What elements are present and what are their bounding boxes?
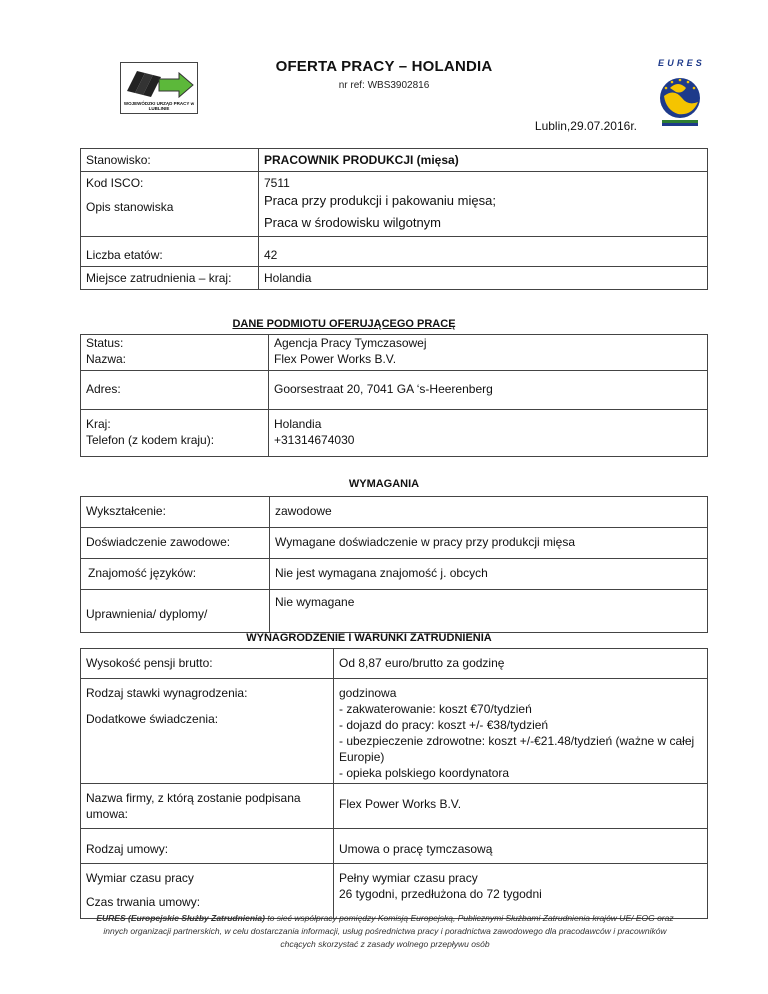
eures-logo-text: EURES <box>658 58 706 68</box>
telefon-value: +31314674030 <box>274 433 355 447</box>
table-row <box>81 335 708 371</box>
wup-logo-caption: WOJEWÓDZKI URZĄD PRACY w LUBLINIE <box>123 101 195 111</box>
requirements-heading: WYMAGANIA <box>348 478 420 490</box>
doswiadczenie-label: Doświadczenie zawodowe: <box>81 528 270 559</box>
umowa-label: Rodzaj umowy: <box>81 829 334 864</box>
opis-line-1: Praca przy produkcji i pakowaniu mięsa; <box>264 193 496 208</box>
czas-value: 26 tygodni, przedłużona do 72 tygodni <box>339 887 542 901</box>
table-row <box>81 649 708 679</box>
umowa-value: Umowa o pracę tymczasową <box>334 829 708 864</box>
requirements-table <box>80 496 708 633</box>
dodatkowe-label: Dodatkowe świadczenia: <box>86 712 219 726</box>
conditions-heading: WYNAGRODZENIE I WARUNKI ZATRUDNIENIA <box>246 632 492 644</box>
stanowisko-value: PRACOWNIK PRODUKCJI (mięsa) <box>259 149 708 172</box>
table-row <box>81 371 708 410</box>
table-row <box>81 829 708 864</box>
wyksztalcenie-value: zawodowe <box>270 497 708 528</box>
isco-label: Kod ISCO: <box>86 176 144 190</box>
stanowisko-label: Stanowisko: <box>81 149 259 172</box>
stawka-value <box>334 679 708 784</box>
list-item: - dojazd do pracy: koszt +/- €38/tydzień <box>339 718 549 732</box>
firma-value: Flex Power Works B.V. <box>334 784 708 829</box>
reference-number: nr ref: WBS3902816 <box>338 80 430 91</box>
jezyki-value: Nie jest wymagana znajomość j. obcych <box>270 559 708 590</box>
footer-note <box>85 912 685 951</box>
miejsce-value: Holandia <box>259 267 708 290</box>
miejsce-label: Miejsce zatrudnienia – kraj: <box>81 267 259 290</box>
table-row <box>81 528 708 559</box>
table-row <box>81 679 708 784</box>
status-label: Status: <box>86 336 124 350</box>
kraj-value: Holandia <box>274 417 322 431</box>
table-row <box>81 497 708 528</box>
table-row <box>81 267 708 290</box>
wymiar-label: Wymiar czasu pracy <box>86 871 194 885</box>
czas-label: Czas trwania umowy: <box>86 895 201 909</box>
footer-text: to sieć współpracy pomiędzy Komisją Europejską, Publicznymi Służbami Zatrudnienia krajów UE/ EOG oraz innych organizacji partnerskich, w celu dostarczania informacji, usług pośrednictwa pracy i poradnictwa zawodowego dla pracodawców i pracowników chcących skorzystać z zasady wolnego przepływu osób <box>103 913 674 949</box>
footer-bold: EURES (Europejskie Służby Zatrudnienia) <box>96 913 265 923</box>
wyksztalcenie-label: Wykształcenie: <box>81 497 270 528</box>
adres-value: Goorsestraat 20, 7041 GA ‘s-Heerenberg <box>269 371 708 410</box>
table-row <box>81 590 708 633</box>
pensja-value: Od 8,87 euro/brutto za godzinę <box>334 649 708 679</box>
jezyki-label: Znajomość języków: <box>81 559 270 590</box>
table-row <box>81 410 708 457</box>
isco-value: 7511 <box>264 176 290 190</box>
etaty-value: 42 <box>259 237 708 267</box>
list-item: - opieka polskiego koordynatora <box>339 766 510 780</box>
table-row <box>81 149 708 172</box>
table-row <box>81 864 708 919</box>
firma-label: Nazwa firmy, z którą zostanie podpisana umowa: <box>81 784 334 829</box>
employer-heading: DANE PODMIOTU OFERUJĄCEGO PRACĘ <box>232 318 456 330</box>
adres-label: Adres: <box>81 371 269 410</box>
position-table <box>80 148 708 290</box>
list-item: - zakwaterowanie: koszt €70/tydzień <box>339 702 532 716</box>
etaty-label: Liczba etatów: <box>81 237 259 267</box>
uprawnienia-value: Nie wymagane <box>270 590 708 633</box>
employer-table <box>80 334 708 457</box>
stawka-label: Rodzaj stawki wynagrodzenia: <box>86 686 248 700</box>
table-row <box>81 172 708 237</box>
doswiadczenie-value: Wymagane doświadczenie w pracy przy produkcji mięsa <box>270 528 708 559</box>
list-item: godzinowa <box>339 686 397 700</box>
pensja-label: Wysokość pensji brutto: <box>81 649 334 679</box>
wymiar-value: Pełny wymiar czasu pracy <box>339 871 478 885</box>
opis-label: Opis stanowiska <box>86 200 174 214</box>
document-date: Lublin,29.07.2016r. <box>534 119 637 133</box>
nazwa-label: Nazwa: <box>86 352 127 366</box>
table-row <box>81 559 708 590</box>
table-row <box>81 784 708 829</box>
page-title: OFERTA PRACY – HOLANDIA <box>275 58 493 75</box>
telefon-label: Telefon (z kodem kraju): <box>86 433 215 447</box>
list-item: - ubezpieczenie zdrowotne: koszt +/-€21.48/tydzień (ważne w całej Europie) <box>339 734 695 764</box>
nazwa-value: Flex Power Works B.V. <box>274 352 397 366</box>
opis-line-2: Praca w środowisku wilgotnym <box>264 215 442 230</box>
uprawnienia-label: Uprawnienia/ dyplomy/ <box>81 590 270 633</box>
kraj-label: Kraj: <box>86 417 111 431</box>
status-value: Agencja Pracy Tymczasowej <box>274 336 427 350</box>
conditions-table <box>80 648 708 919</box>
table-row <box>81 237 708 267</box>
